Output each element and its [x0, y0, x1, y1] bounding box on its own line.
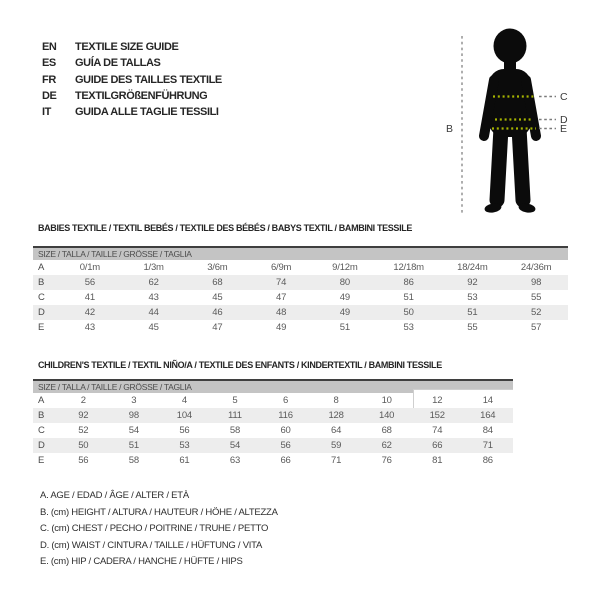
row-label: A — [38, 395, 45, 406]
row-label: D — [38, 307, 45, 318]
size-cell: 1/3m — [143, 262, 164, 273]
language-label: GUÍA DE TALLAS — [75, 57, 161, 70]
size-cell: 98 — [128, 410, 139, 421]
size-cell: 0/1m — [79, 262, 101, 273]
size-cell: 58 — [128, 455, 139, 466]
size-cell: 71 — [331, 455, 342, 466]
children-size-table — [33, 379, 513, 468]
size-cell: 60 — [280, 425, 291, 436]
row-label: C — [38, 292, 45, 303]
table-row-E — [33, 320, 568, 335]
size-cell: 56 — [280, 440, 291, 451]
table-row-A — [33, 260, 568, 275]
language-row — [42, 39, 222, 55]
children-table-rows — [33, 393, 513, 468]
language-code: DE — [42, 89, 57, 102]
size-cell: 128 — [328, 410, 344, 421]
size-cell: 80 — [339, 277, 350, 288]
babies-table-rows — [33, 260, 568, 335]
size-cell: 81 — [432, 455, 443, 466]
size-cell: 18/24m — [457, 262, 488, 273]
size-cell: 9/12m — [332, 262, 358, 273]
language-code: FR — [42, 73, 56, 86]
size-cell: 86 — [403, 277, 414, 288]
size-cell: 71 — [482, 440, 493, 451]
table-row-D — [33, 438, 513, 453]
size-cell: 55 — [531, 292, 542, 303]
language-label: GUIDE DES TAILLES TEXTILE — [75, 73, 222, 86]
language-code: EN — [42, 41, 57, 53]
size-cell: 51 — [403, 292, 414, 303]
language-label: TEXTILGRÖßENFÜHRUNG — [75, 89, 208, 102]
row-label: A — [38, 262, 45, 273]
size-cell: 68 — [381, 425, 392, 436]
language-row — [42, 88, 222, 104]
size-cell: 59 — [331, 440, 342, 451]
size-cell: 61 — [179, 455, 190, 466]
size-cell: 68 — [212, 277, 223, 288]
table-row-A — [33, 393, 513, 408]
size-cell: 49 — [276, 322, 287, 333]
language-label: TEXTILE SIZE GUIDE — [75, 41, 179, 53]
size-cell: 104 — [176, 410, 193, 421]
size-cell: 64 — [331, 425, 342, 436]
size-cell: 6 — [282, 395, 289, 406]
size-cell: 43 — [84, 322, 95, 333]
table-row-C — [33, 423, 513, 438]
babies-size-header: SIZE / TALLA / TAILLE / GRÖSSE / TAGLIA — [33, 248, 568, 260]
size-cell: 111 — [228, 410, 242, 421]
language-list — [42, 39, 222, 120]
legend-line: D. (cm) WAIST / CINTURA / TAILLE / HÜFTUNG / VITA — [40, 539, 263, 551]
measurement-legend — [40, 488, 278, 571]
legend-line: E. (cm) HIP / CADERA / HANCHE / HÜFTE / HIPS — [40, 556, 243, 567]
size-cell: 63 — [229, 455, 241, 466]
size-cell: 24/36m — [520, 262, 552, 273]
size-cell: 41 — [84, 292, 95, 303]
size-cell: 164 — [480, 410, 496, 421]
table-row-C — [33, 290, 568, 305]
table-row-B — [33, 408, 513, 423]
size-cell: 4 — [181, 395, 187, 406]
size-cell: 51 — [128, 440, 139, 451]
table-row-D — [33, 305, 568, 320]
hip-label: E — [560, 123, 568, 135]
size-cell: 86 — [482, 455, 493, 466]
size-cell: 47 — [212, 322, 223, 333]
size-cell: 98 — [531, 277, 542, 288]
size-cell: 14 — [482, 395, 493, 406]
row-label: B — [38, 277, 45, 288]
size-cell: 152 — [429, 410, 445, 421]
row-label: B — [38, 410, 45, 421]
language-row — [42, 72, 222, 88]
size-cell: 53 — [403, 322, 414, 333]
language-code: IT — [42, 106, 51, 119]
language-code: ES — [42, 57, 56, 70]
size-cell: 3 — [131, 395, 137, 406]
size-cell: 46 — [212, 307, 223, 318]
size-cell: 3/6m — [207, 262, 228, 273]
language-row — [42, 55, 222, 71]
size-cell: 50 — [403, 307, 414, 318]
size-cell: 44 — [148, 307, 159, 318]
child-silhouette-image — [484, 29, 536, 214]
size-cell: 10 — [381, 395, 392, 406]
size-cell: 5 — [232, 395, 238, 406]
size-cell: 45 — [212, 292, 223, 303]
legend-line: A. AGE / EDAD / ÂGE / ALTER / ETÀ — [40, 490, 189, 501]
size-cell: 51 — [339, 322, 350, 333]
row-label: C — [38, 425, 45, 436]
size-cell: 62 — [148, 277, 159, 288]
size-cell: 50 — [78, 440, 89, 451]
size-cell: 52 — [78, 425, 89, 436]
chest-label: C — [560, 91, 568, 103]
size-cell: 56 — [179, 425, 190, 436]
size-cell: 43 — [148, 292, 159, 303]
size-cell: 84 — [482, 425, 493, 436]
row-label: D — [38, 440, 45, 451]
size-cell: 66 — [432, 440, 443, 451]
size-cell: 76 — [381, 455, 392, 466]
size-cell: 56 — [78, 455, 89, 466]
waist-label: D — [560, 114, 568, 126]
size-cell: 58 — [229, 425, 241, 436]
row-label: E — [38, 322, 45, 333]
table-row-E — [33, 453, 513, 468]
size-cell: 55 — [467, 322, 478, 333]
size-cell: 6/9m — [270, 262, 292, 273]
size-cell: 54 — [128, 425, 139, 436]
legend-line: C. (cm) CHEST / PECHO / POITRINE / TRUHE / PETTO — [40, 523, 269, 534]
child-measurement-figure — [435, 10, 600, 222]
size-cell: 52 — [531, 307, 542, 318]
legend-line: B. (cm) HEIGHT / ALTURA / HAUTEUR / HÖHE / ALTEZZA — [40, 506, 278, 518]
size-cell: 57 — [531, 322, 542, 333]
size-cell: 48 — [276, 307, 287, 318]
table-row-B — [33, 275, 568, 290]
size-cell: 74 — [276, 277, 287, 288]
size-cell: 92 — [78, 410, 89, 421]
language-label: GUIDA ALLE TAGLIE TESSILI — [75, 106, 219, 119]
size-cell: 51 — [467, 307, 478, 318]
size-cell: 54 — [229, 440, 241, 451]
height-label: B — [445, 123, 453, 135]
babies-table-title: BABIES TEXTILE / TEXTIL BEBÉS / TEXTILE DES BÉBÉS / BABYS TEXTIL / BAMBINI TESSILE — [38, 223, 413, 233]
size-cell: 12 — [432, 395, 443, 406]
size-cell: 49 — [339, 307, 350, 318]
size-cell: 42 — [84, 307, 95, 318]
size-cell: 140 — [379, 410, 395, 421]
size-cell: 66 — [280, 455, 291, 466]
size-cell: 53 — [179, 440, 190, 451]
size-cell: 53 — [467, 292, 478, 303]
children-table-title: CHILDREN'S TEXTILE / TEXTIL NIÑO/A / TEXTILE DES ENFANTS / KINDERTEXTIL / BAMBINI TESSILE — [38, 360, 442, 370]
size-cell: 8 — [333, 395, 339, 406]
size-cell: 92 — [467, 277, 478, 288]
size-cell: 62 — [381, 440, 392, 451]
size-cell: 49 — [339, 292, 350, 303]
size-cell: 74 — [432, 425, 443, 436]
language-row — [42, 104, 222, 120]
size-cell: 2 — [80, 395, 86, 406]
children-size-header: SIZE / TALLA / TAILLE / GRÖSSE / TAGLIA — [33, 381, 513, 393]
size-cell: 47 — [276, 292, 287, 303]
size-cell: 116 — [278, 410, 293, 421]
size-cell: 12/18m — [393, 262, 424, 273]
size-cell: 56 — [84, 277, 95, 288]
size-cell: 45 — [148, 322, 159, 333]
row-label: E — [38, 455, 45, 466]
babies-size-table — [33, 246, 568, 335]
